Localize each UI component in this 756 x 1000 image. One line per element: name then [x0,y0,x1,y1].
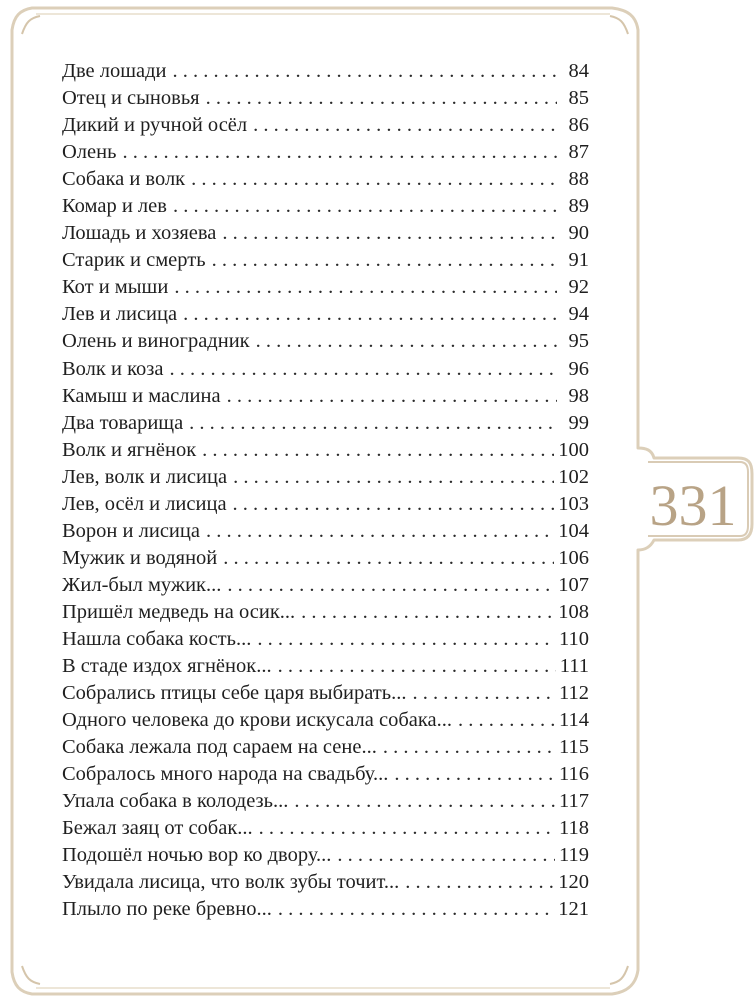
toc-entry-title: Лев и лисица [62,303,178,326]
toc-entry-page: 98 [568,384,589,407]
toc-entry-page: 91 [568,249,589,272]
toc-entry[interactable] [62,815,589,842]
dot-leader [233,491,555,518]
toc-entry-page: 102 [558,465,589,488]
toc-entry-page: 108 [558,600,589,623]
dot-leader [191,166,557,193]
toc-entry-title: Лошадь и хозяева [62,222,217,245]
toc-entry-page: 119 [559,844,589,867]
toc-entry-page: 120 [558,871,589,894]
toc-entry-page: 87 [568,141,589,164]
table-of-contents [62,58,589,924]
dot-leader [259,815,555,842]
toc-entry-title: Увидала лисица, что волк зубы точит... [62,871,400,894]
toc-entry-title: Ворон и лисица [62,519,200,542]
toc-entry-title: Олень и виноградник [62,330,250,353]
toc-entry-page: 115 [559,736,589,759]
toc-entry[interactable] [62,842,589,869]
toc-entry-title: Жил-был мужик... [62,573,222,596]
toc-entry-page: 111 [559,655,589,678]
toc-entry[interactable] [62,599,589,626]
toc-entry[interactable] [62,680,589,707]
dot-leader [206,85,557,112]
toc-entry-title: В стаде издох ягнёнок... [62,655,272,678]
toc-entry-title: Волк и ягнёнок [62,438,197,461]
dot-leader [278,896,554,923]
dot-leader [383,734,555,761]
toc-entry-page: 110 [559,627,589,650]
corner-ornament-top-right [610,16,628,34]
toc-entry-title: Старик и смерть [62,249,206,272]
toc-entry[interactable] [62,491,589,518]
dot-leader [174,274,557,301]
toc-entry[interactable] [62,788,589,815]
toc-entry-page: 106 [558,546,589,569]
toc-entry-title: Лев, волк и лисица [62,465,228,488]
dot-leader [212,247,557,274]
dot-leader [413,680,556,707]
dot-leader [169,356,557,383]
dot-leader [278,653,556,680]
toc-entry[interactable] [62,301,589,328]
toc-entry-title: Пришёл медведь на осик... [62,600,296,623]
toc-entry[interactable] [62,139,589,166]
dot-leader [173,58,557,85]
toc-entry-page: 107 [558,573,589,596]
toc-entry-page: 94 [568,303,589,326]
toc-entry[interactable] [62,328,589,355]
toc-entry-page: 95 [568,330,589,353]
toc-entry-page: 86 [568,114,589,137]
toc-entry[interactable] [62,383,589,410]
toc-entry-page: 89 [568,195,589,218]
toc-entry-title: Подошёл ночью вор ко двору... [62,844,332,867]
dot-leader [189,410,557,437]
dot-leader [253,112,557,139]
dot-leader [202,437,554,464]
toc-entry[interactable] [62,626,589,653]
dot-leader [301,599,554,626]
toc-entry-page: 112 [559,682,589,705]
corner-ornament-bottom-left [22,966,40,984]
toc-entry[interactable] [62,572,589,599]
toc-entry[interactable] [62,58,589,85]
toc-entry-title: Собралось много народа на свадьбу... [62,763,389,786]
dot-leader [122,139,557,166]
toc-entry-page: 116 [559,763,589,786]
toc-entry-page: 85 [568,87,589,110]
toc-entry[interactable] [62,545,589,572]
toc-entry[interactable] [62,869,589,896]
toc-entry-title: Кот и мыши [62,276,169,299]
toc-entry-page: 100 [558,438,589,461]
corner-ornament-bottom-right [610,966,628,984]
toc-entry-title: Нашла собака кость... [62,627,252,650]
toc-entry-page: 90 [568,222,589,245]
toc-entry-page: 118 [559,817,589,840]
toc-entry-page: 88 [568,168,589,191]
dot-leader [458,707,555,734]
toc-entry-title: Бежал заяц от собак... [62,817,253,840]
toc-entry-title: Отец и сыновья [62,87,200,110]
toc-entry-title: Лев, осёл и лисица [62,492,227,515]
dot-leader [223,545,554,572]
toc-entry[interactable] [62,247,589,274]
toc-entry-title: Собака лежала под сараем на сене... [62,736,377,759]
toc-entry[interactable] [62,653,589,680]
toc-entry[interactable] [62,437,589,464]
toc-entry[interactable] [62,356,589,383]
dot-leader [227,572,554,599]
toc-entry-title: Волк и коза [62,357,164,380]
toc-entry-title: Плыло по реке бревно... [62,898,272,921]
toc-entry-page: 99 [568,411,589,434]
toc-entry[interactable] [62,761,589,788]
toc-entry-title: Камыш и маслина [62,384,221,407]
toc-entry-title: Упала собака в колодезь... [62,790,289,813]
toc-entry-title: Мужик и водяной [62,546,218,569]
dot-leader [206,518,554,545]
toc-entry[interactable] [62,220,589,247]
dot-leader [294,788,555,815]
toc-entry[interactable] [62,518,589,545]
dot-leader [233,464,554,491]
toc-entry[interactable] [62,112,589,139]
toc-entry-title: Комар и лев [62,195,167,218]
dot-leader [222,220,557,247]
toc-entry-page: 114 [559,709,589,732]
toc-entry-title: Олень [62,141,117,164]
toc-entry[interactable] [62,464,589,491]
toc-entry[interactable] [62,707,589,734]
toc-entry-page: 96 [568,357,589,380]
toc-entry[interactable] [62,193,589,220]
toc-entry-page: 84 [568,60,589,82]
toc-entry[interactable] [62,410,589,437]
dot-leader [394,761,555,788]
dot-leader [173,193,557,220]
toc-entry-page: 104 [558,519,589,542]
toc-entry-page: 103 [558,492,589,515]
toc-entry-title: Собрались птицы себе царя выбирать... [62,682,407,705]
toc-entry[interactable] [62,166,589,193]
corner-ornament-top-left [22,16,40,34]
toc-entry-title: Собака и волк [62,168,186,191]
toc-entry-title: Дикий и ручной осёл [62,114,248,137]
dot-leader [183,301,557,328]
toc-entry[interactable] [62,734,589,761]
toc-entry-page: 92 [568,276,589,299]
toc-entry-title: Одного человека до крови искусала собака... [62,709,452,732]
dot-leader [405,869,554,896]
toc-entry-title: Две лошади [62,60,167,82]
dot-leader [337,842,555,869]
toc-entry-page: 121 [558,898,589,921]
dot-leader [227,383,557,410]
page-number: 331 [649,473,737,538]
toc-entry-page: 117 [559,790,589,813]
toc-entry[interactable] [62,85,589,112]
dot-leader [257,626,555,653]
toc-entry[interactable] [62,274,589,301]
toc-entry-title: Два товарища [62,411,184,434]
toc-entry[interactable] [62,896,589,923]
dot-leader [256,328,557,355]
